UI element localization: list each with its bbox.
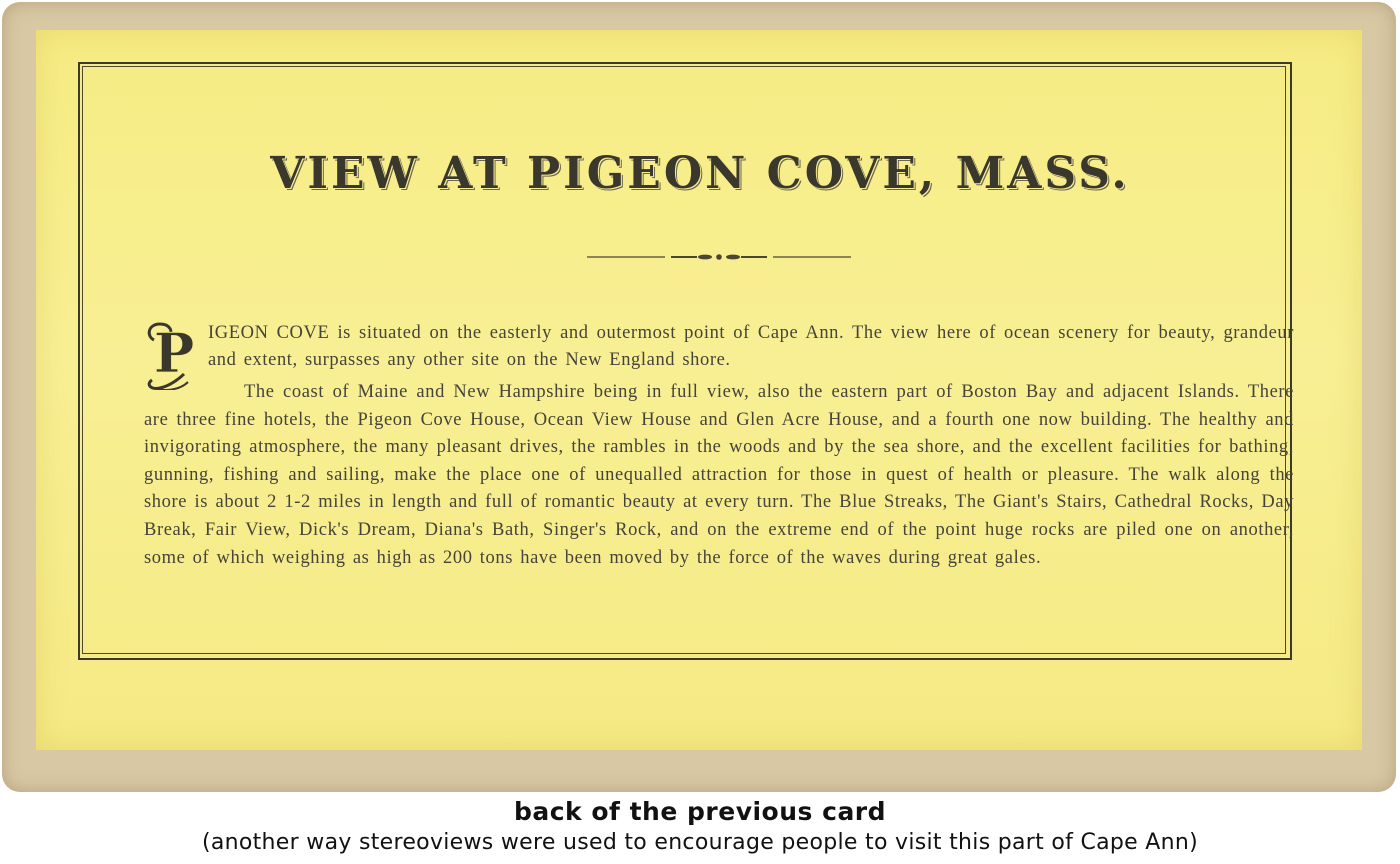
caption-subtitle: (another way stereoviews were used to encourage people to visit this part of Cape Ann)	[201, 830, 1199, 855]
body-paragraph: The coast of Maine and New Hampshire being in full view, also the eastern part of Boston Bay and adjacent Islands. There are three fine hotels, the Pigeon Cove House, Ocean View House and Glen Acre House, and a fourth one now building. The healthy and invigorating atmosphere, the many pleasant drives, the rambles in the woods and by the sea shore, and the excellent facilities for bathing, gunning, fishing and sailing, make the place one of unequalled attraction for those in quest of health or pleasure. The walk along the shore is about 2 1-2 miles in length and full of romantic beauty at every turn. The Blue Streaks, The Giant's Stairs, Cathedral Rocks, Day Break, Fair View, Dick's Dream, Diana's Bath, Singer's Rock, and on the extreme end of the point huge rocks are piled one on another, some of which weighing as high as 200 tons have been moved by the force of the waves during great gales.	[144, 382, 1294, 568]
card-title: VIEW AT PIGEON COVE, MASS.	[270, 148, 1130, 199]
drop-cap-letter: P	[153, 321, 195, 385]
caption-title: back of the previous card	[513, 797, 887, 826]
opening-lines: IGEON COVE is situated on the easterly and outermost point of Cape Ann. The view here of ocean scenery for beauty, grandeur and extent, surpasses any other site on the New England shore.	[208, 323, 1294, 370]
decorative-rule-ornament	[587, 248, 851, 266]
